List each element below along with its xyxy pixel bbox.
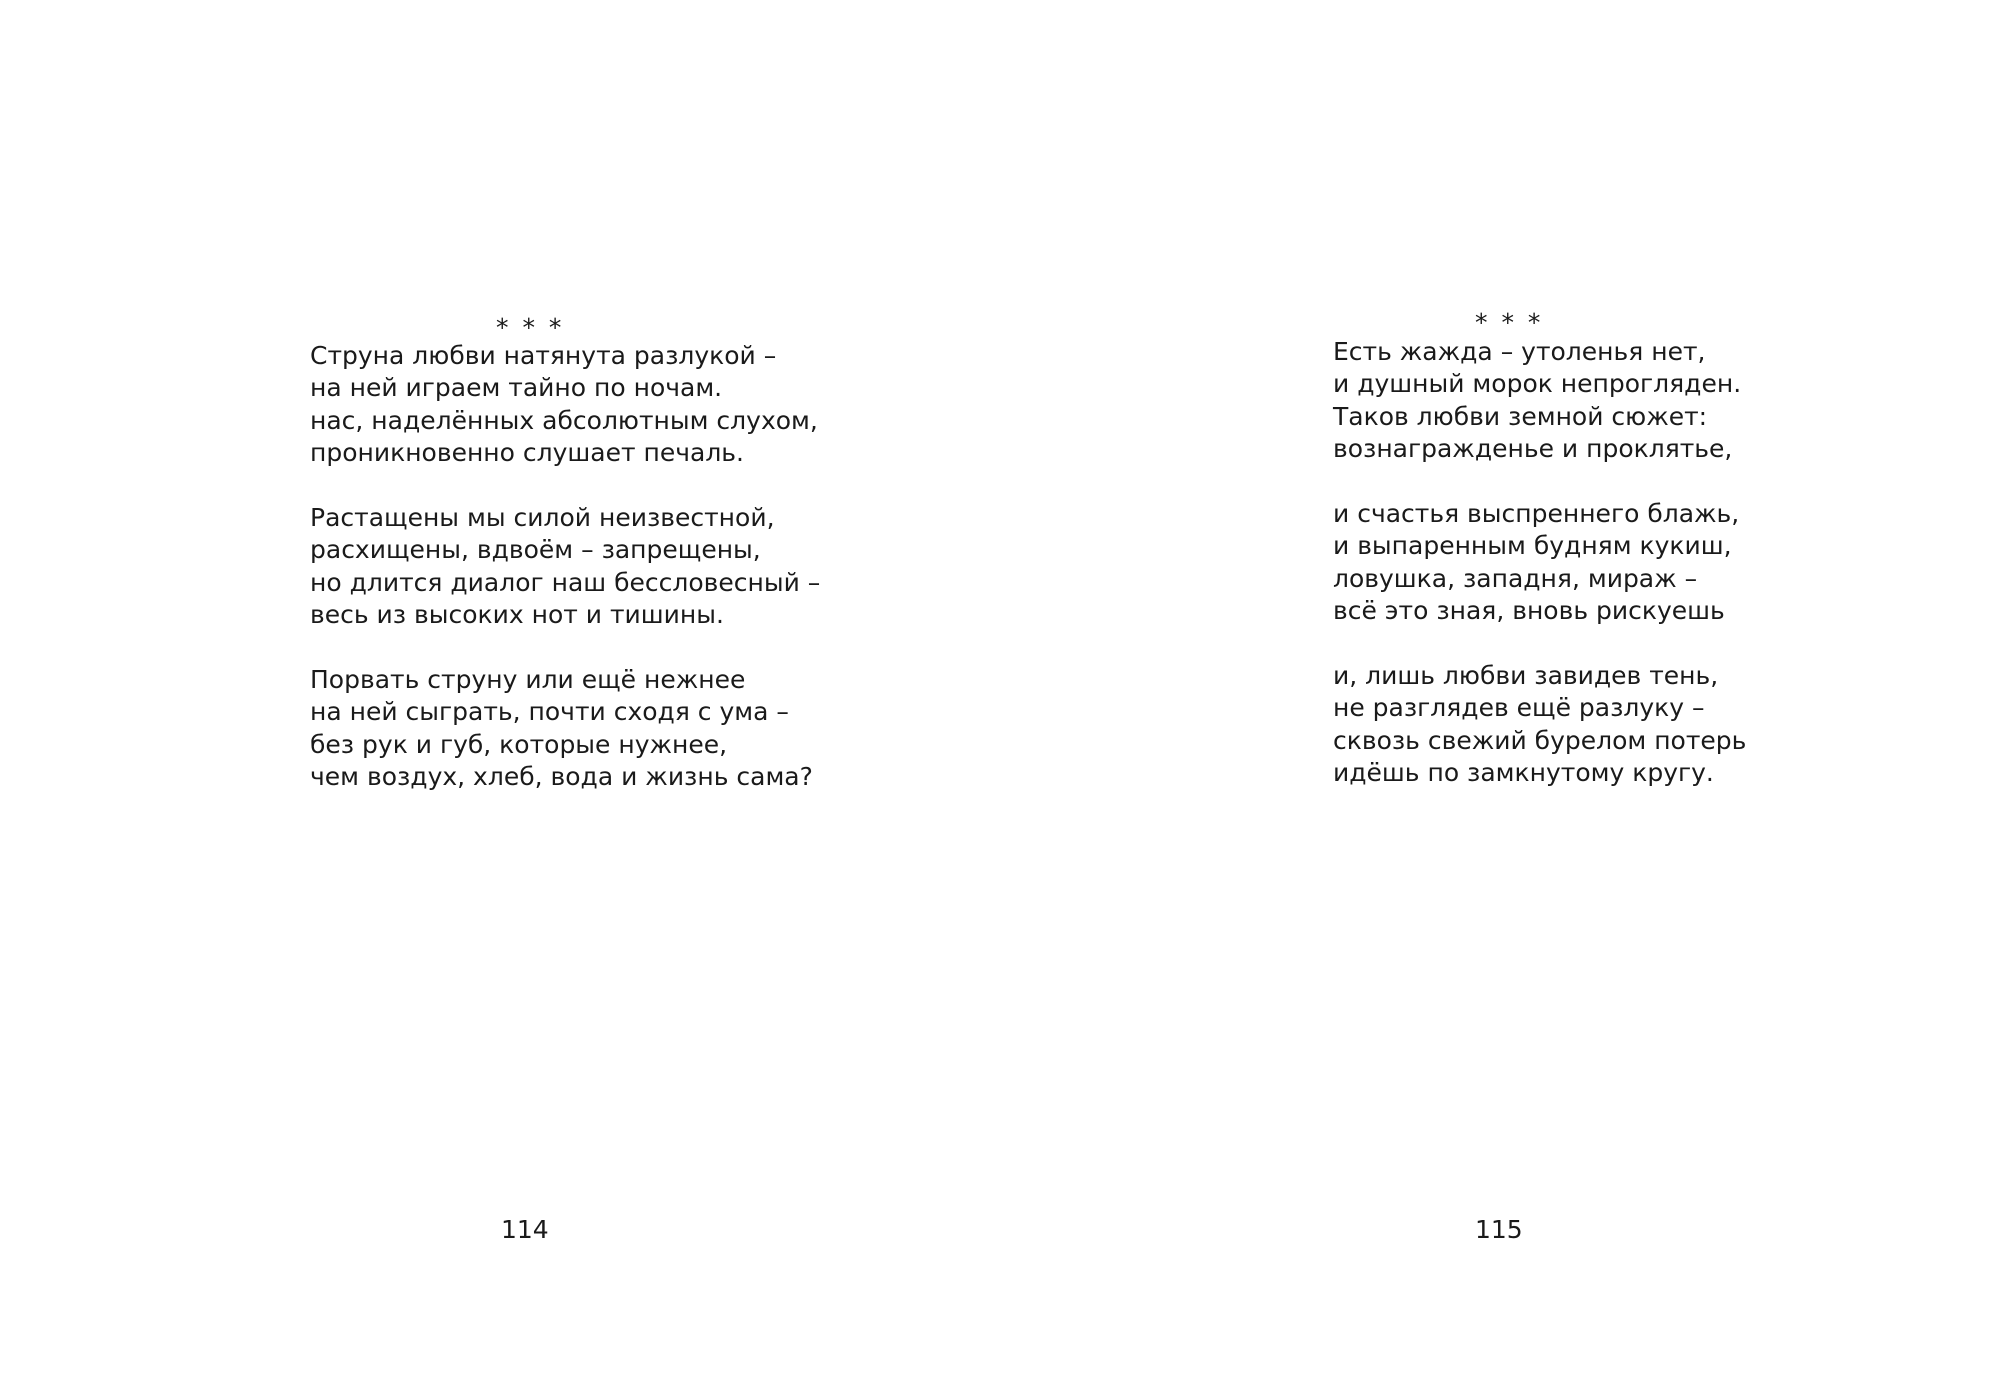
poem-line: Таков любви земной сюжет: bbox=[1333, 401, 1708, 431]
poem-line: Растащены мы силой неизвестной, bbox=[310, 502, 775, 532]
poem-line: всё это зная, вновь рискуешь bbox=[1333, 596, 1725, 626]
stanza bbox=[1333, 336, 1746, 466]
poem-separator: * * * bbox=[496, 313, 565, 342]
poem-line: идёшь по замкнутому кругу. bbox=[1333, 758, 1714, 788]
poem-line: Порвать струну или ещё нежнее bbox=[310, 664, 746, 694]
poem-line: без рук и губ, которые нужнее, bbox=[310, 729, 728, 759]
poem-line: ловушка, западня, мираж – bbox=[1333, 563, 1698, 593]
poem-line: проникновенно слушает печаль. bbox=[310, 438, 744, 468]
left-page bbox=[0, 0, 1004, 1386]
poem-line: и выпаренным будням кукиш, bbox=[1333, 531, 1732, 561]
poem-line: расхищены, вдвоём – запрещены, bbox=[310, 535, 761, 565]
poem-line: но длится диалог наш бессловесный – bbox=[310, 567, 821, 597]
poem-line: и, лишь любви завидев тень, bbox=[1333, 660, 1719, 690]
poem-line: не разглядев ещё разлуку – bbox=[1333, 693, 1705, 723]
right-page bbox=[1004, 0, 2009, 1386]
poem-line: и душный морок непрогляден. bbox=[1333, 369, 1742, 399]
stanza bbox=[310, 502, 820, 632]
poem-line: вознагражденье и проклятье, bbox=[1333, 434, 1733, 464]
stanza bbox=[310, 664, 820, 794]
poem-line: весь из высоких нот и тишины. bbox=[310, 600, 724, 630]
poem-line: Струна любви натянута разлукой – bbox=[310, 341, 777, 370]
poem-body bbox=[1333, 336, 1746, 789]
page-number: 115 bbox=[1475, 1215, 1523, 1244]
page-number: 114 bbox=[501, 1215, 549, 1244]
poem-body bbox=[310, 340, 820, 793]
stanza bbox=[1333, 660, 1746, 790]
poem-line: нас, наделённых абсолютным слухом, bbox=[310, 405, 818, 435]
poem-line: сквозь свежий бурелом потерь bbox=[1333, 725, 1747, 755]
poem-separator: * * * bbox=[1475, 308, 1544, 337]
poem-line: на ней играем тайно по ночам. bbox=[310, 373, 723, 403]
poem-line: на ней сыграть, почти сходя с ума – bbox=[310, 697, 789, 727]
poem-line: и счастья выспреннего блажь, bbox=[1333, 498, 1740, 528]
stanza bbox=[310, 340, 820, 470]
stanza bbox=[1333, 498, 1746, 628]
poem-line: чем воздух, хлеб, вода и жизнь сама? bbox=[310, 762, 813, 792]
poem-line: Есть жажда – утоленья нет, bbox=[1333, 337, 1706, 366]
